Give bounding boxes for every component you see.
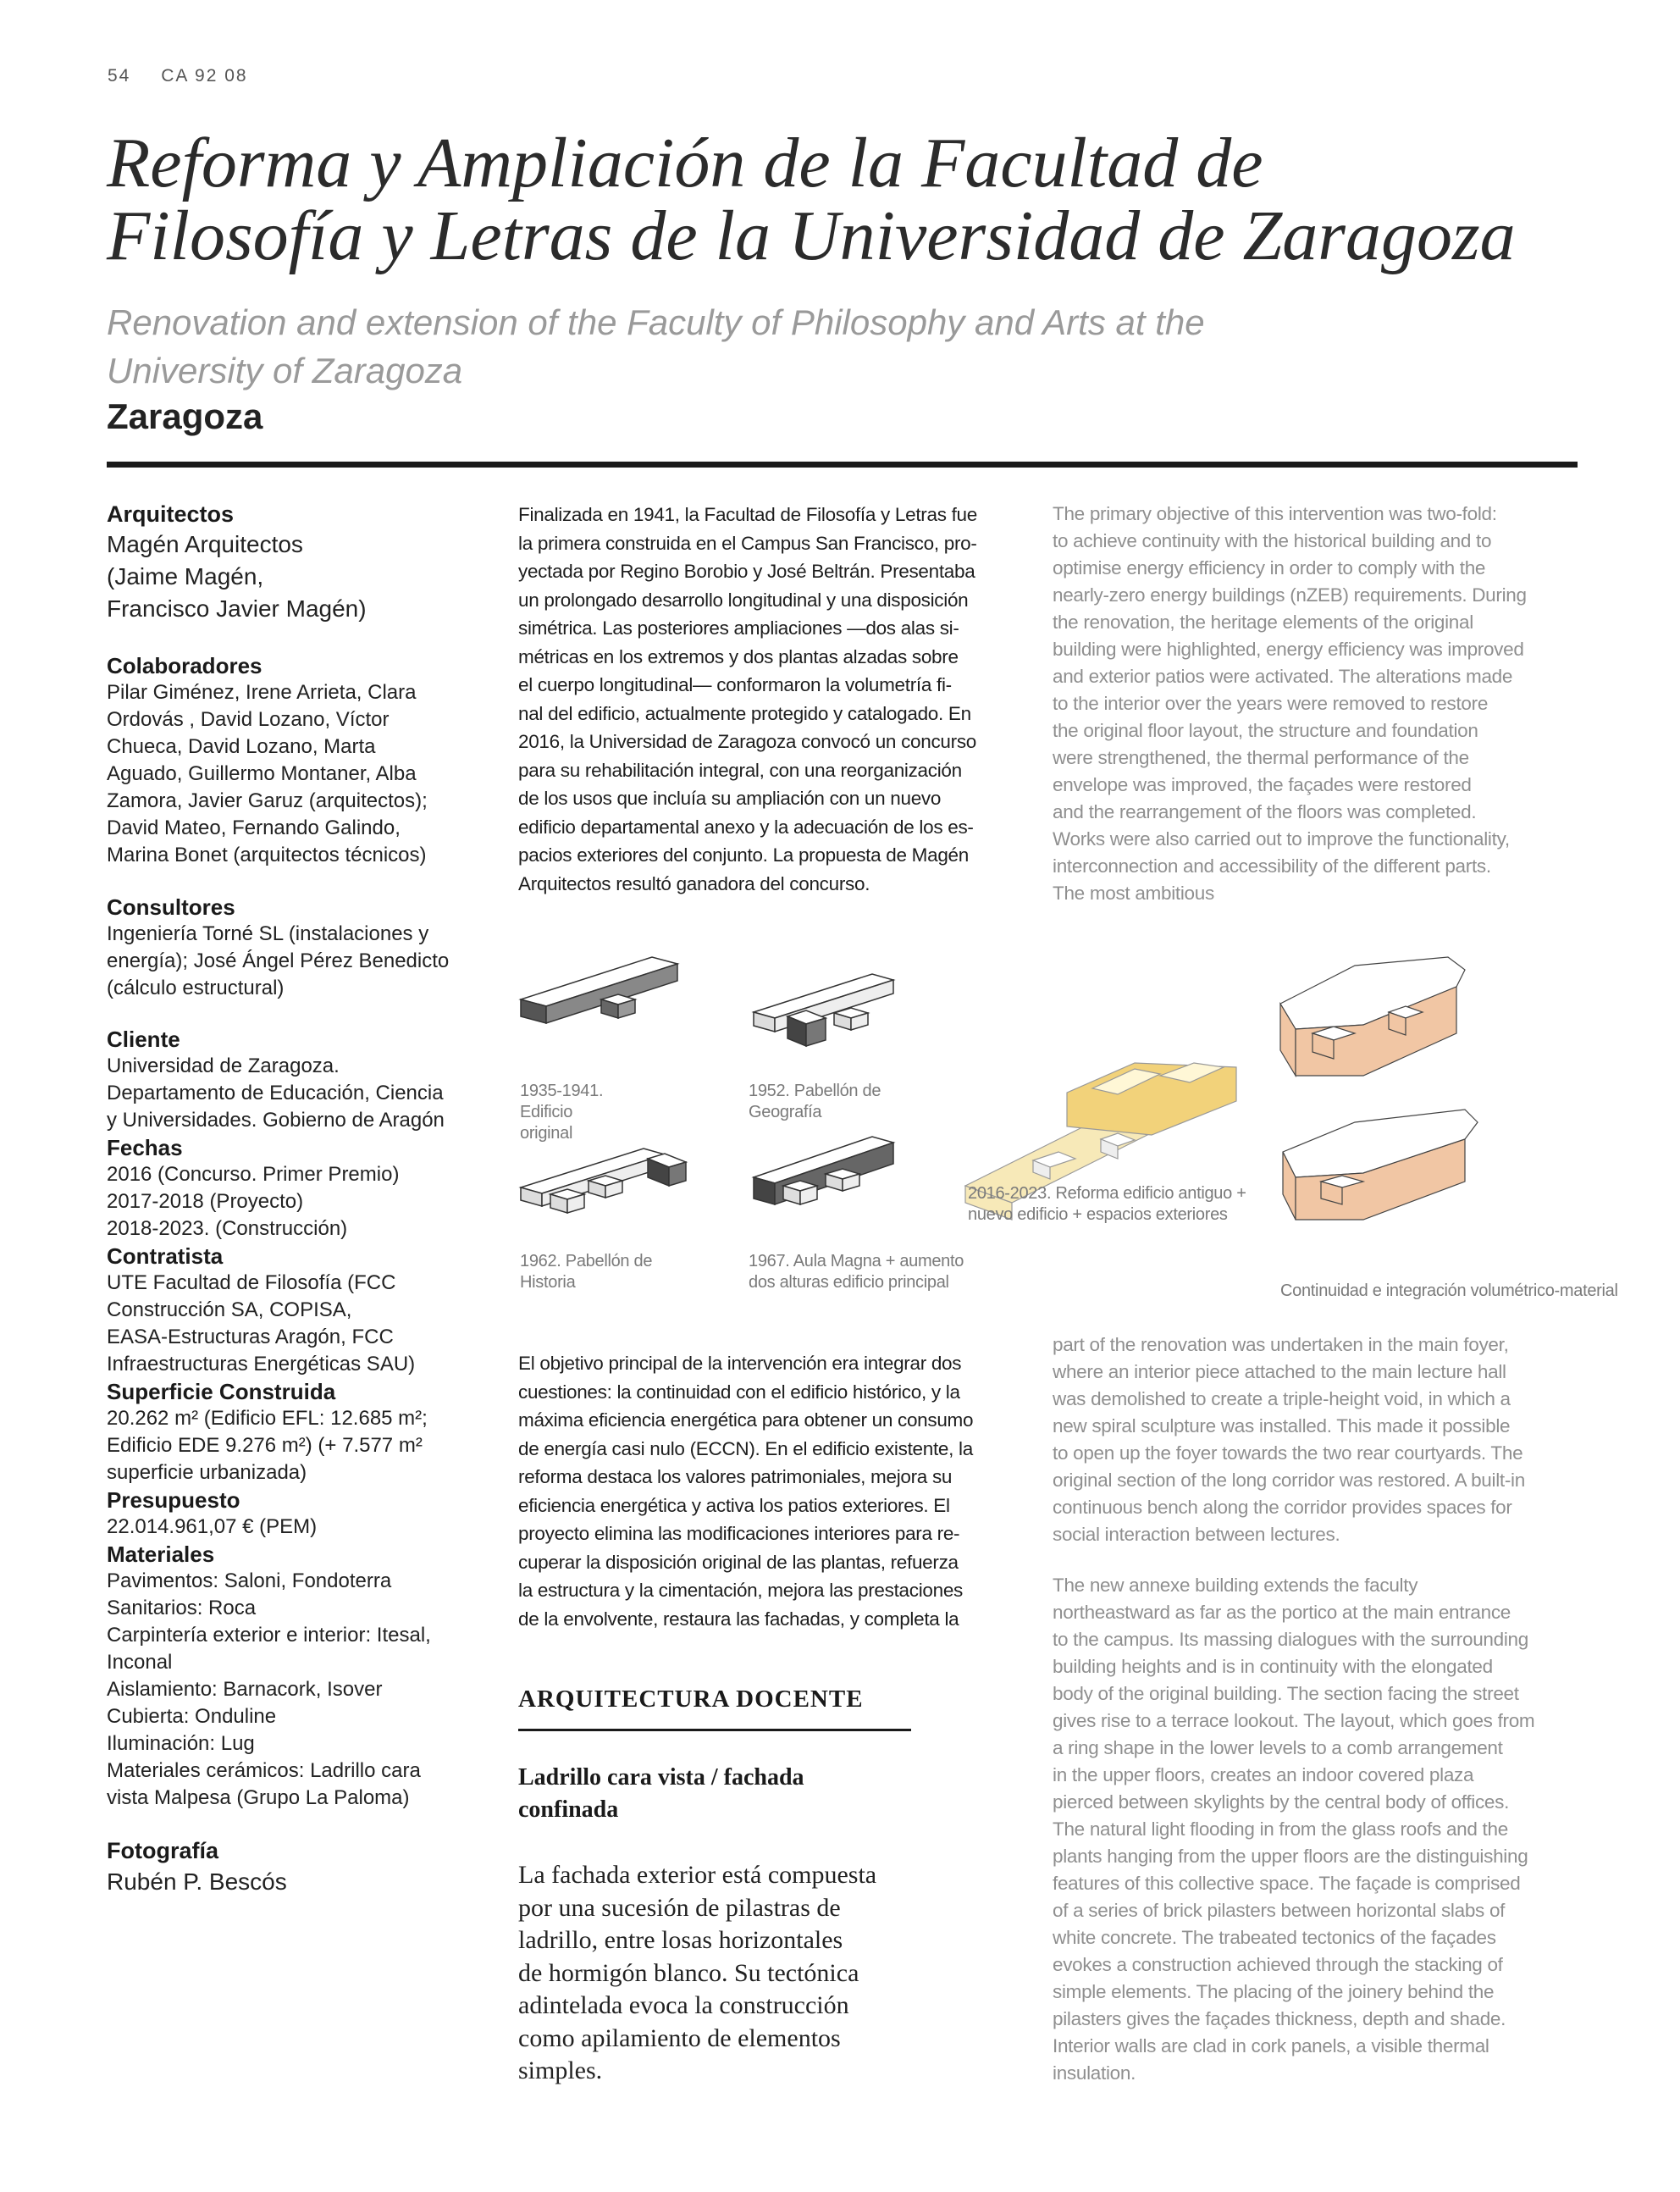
- text-line: de hormigón blanco. Su tectónica: [518, 1958, 859, 1987]
- text-line: pierced between skylights by the central body of offices.: [1053, 1791, 1510, 1813]
- text-line: Interior walls are clad in cork panels, a visible thermal: [1053, 2035, 1489, 2056]
- credit-body: [107, 921, 496, 1002]
- text-line: building were highlighted, energy efficiency was improved: [1053, 639, 1524, 660]
- credit-body: [107, 679, 496, 869]
- caption-1967: [749, 1251, 1003, 1293]
- text-line: cuperar la disposición original de las plantas, refuerza: [518, 1551, 959, 1573]
- text-line: para su rehabilitación integral, con una reorganización: [518, 759, 962, 781]
- credit-materiales: [107, 1541, 496, 1812]
- axonometric-1935-icon: [521, 957, 677, 1023]
- credit-body: [107, 1866, 496, 1898]
- text-line: Finalizada en 1941, la Facultad de Filosofía y Letras fue: [518, 504, 977, 525]
- text-line: features of this collective space. The façade is comprised: [1053, 1873, 1521, 1894]
- text-line: The primary objective of this intervention was two-fold:: [1053, 503, 1497, 524]
- text-line: Cubierta: Onduline: [107, 1705, 277, 1728]
- text-line: continuous bench along the corridor provides spaces for: [1053, 1497, 1512, 1518]
- credit-presupuesto: [107, 1486, 496, 1541]
- text-line: to the interior over the years were removed to restore: [1053, 693, 1489, 714]
- text-line: (Jaime Magén,: [107, 563, 264, 590]
- text-line: and exterior patios were activated. The alterations made: [1053, 666, 1513, 687]
- text-line: Ladrillo cara vista / fachada: [518, 1764, 804, 1791]
- body-text-en-3: [1053, 1572, 1561, 2087]
- text-line: 1935-1941. Edificio: [520, 1082, 604, 1121]
- axonometric-volumes-bottom-icon: [1283, 1110, 1478, 1220]
- text-line: envelope was improved, the façades were restored: [1053, 774, 1472, 795]
- caption-1952: [749, 1081, 918, 1123]
- credit-colaboradores: [107, 652, 496, 869]
- text-line: vista Malpesa (Grupo La Paloma): [107, 1786, 410, 1809]
- text-line: dos alturas edificio principal: [749, 1273, 949, 1292]
- text-line: part of the renovation was undertaken in the main foyer,: [1053, 1334, 1509, 1355]
- credit-heading: Contratista: [107, 1243, 224, 1269]
- text-line: 2016, la Universidad de Zaragoza convocó un concurso: [518, 731, 976, 752]
- text-line: superficie urbanizada): [107, 1461, 307, 1484]
- text-line: 2018-2023. (Construcción): [107, 1217, 348, 1240]
- text-line: gives rise to a terrace lookout. The layout, which goes from: [1053, 1710, 1535, 1731]
- text-line: 2016 (Concurso. Primer Premio): [107, 1163, 400, 1186]
- text-line: de los usos que incluía su ampliación con un nuevo: [518, 788, 942, 809]
- text-line: Universidad de Zaragoza.: [107, 1054, 340, 1077]
- text-line: Aislamiento: Barnacork, Isover: [107, 1678, 383, 1701]
- text-line: La fachada exterior está compuesta: [518, 1861, 877, 1889]
- credit-fotografia: [107, 1835, 496, 1898]
- axonometric-volumes-top-icon: [1280, 957, 1465, 1076]
- text-line: plants hanging from the upper floors are the distinguishing: [1053, 1846, 1528, 1867]
- text-line: Iluminación: Lug: [107, 1732, 255, 1755]
- text-line: edificio departamental anexo y la adecuación de los es-: [518, 816, 974, 838]
- text-line: were strengthened, the thermal performance of the: [1053, 747, 1469, 768]
- text-line: a ring shape in the lower levels to a comb arrangement: [1053, 1737, 1503, 1758]
- header-rule: [107, 462, 1578, 468]
- credit-consultores: [107, 894, 496, 1002]
- text-line: the original floor layout, the structure and foundation: [1053, 720, 1478, 741]
- text-line: to achieve continuity with the historical building and to: [1053, 530, 1492, 551]
- text-line: 2016-2023. Reforma edificio antiguo +: [968, 1184, 1246, 1203]
- text-line: interconnection and accessibility of the different parts.: [1053, 855, 1491, 877]
- text-line: cuestiones: la continuidad con el edificio histórico, y la: [518, 1381, 960, 1403]
- text-line: Magén Arquitectos: [107, 531, 303, 557]
- text-line: confinada: [518, 1796, 619, 1823]
- axonometric-1952-icon: [754, 974, 893, 1046]
- text-line: Sanitarios: Roca: [107, 1597, 257, 1619]
- text-line: eficiencia energética y activa los patios exteriores. El: [518, 1494, 950, 1516]
- text-line: Construcción SA, COPISA,: [107, 1298, 352, 1321]
- text-line: máxima eficiencia energética para obtener un consumo: [518, 1409, 974, 1431]
- text-line: energía); José Ángel Pérez Benedicto: [107, 949, 450, 972]
- page-title: [107, 124, 1597, 275]
- subtitle-line: Renovation and extension of the Faculty of Philosophy and Arts at the: [107, 302, 1205, 342]
- text-line: Rubén P. Bescós: [107, 1868, 287, 1895]
- text-line: Chueca, David Lozano, Marta: [107, 735, 376, 758]
- title-line: Reforma y Ampliación de la Facultad de: [107, 124, 1263, 202]
- folio: [108, 66, 272, 86]
- text-line: 20.262 m² (Edificio EFL: 12.685 m²;: [107, 1407, 428, 1430]
- credit-body: [107, 1514, 496, 1541]
- caption-1935: [520, 1081, 655, 1144]
- body-text-es-objective: [518, 1349, 1013, 1633]
- text-line: was demolished to create a triple-height void, in which a: [1053, 1388, 1511, 1409]
- text-line: EASA-Estructuras Aragón, FCC: [107, 1326, 394, 1348]
- text-line: reforma destaca los valores patrimoniales, mejora su: [518, 1466, 953, 1487]
- text-line: la estructura y la cimentación, mejora las prestaciones: [518, 1580, 963, 1601]
- text-line: 2017-2018 (Proyecto): [107, 1190, 304, 1213]
- text-line: adintelada evoca la construcción: [518, 1991, 849, 2019]
- credit-body: [107, 529, 496, 625]
- text-line: insulation.: [1053, 2062, 1136, 2084]
- text-line: Arquitectos resultó ganadora del concurso.: [518, 872, 870, 894]
- text-line: The natural light flooding in from the glass roofs and the: [1053, 1818, 1508, 1840]
- text-line: Aguado, Guillermo Montaner, Alba: [107, 762, 417, 785]
- text-line: pacios exteriores del conjunto. La propuesta de Magén: [518, 844, 969, 866]
- text-line: Ingeniería Torné SL (instalaciones y: [107, 922, 429, 945]
- text-line: nuevo edificio + espacios exteriores: [968, 1205, 1228, 1224]
- credit-body: [107, 1568, 496, 1812]
- text-line: to open up the foyer towards the two rear courtyards. The: [1053, 1442, 1523, 1464]
- text-line: y Universidades. Gobierno de Aragón: [107, 1109, 445, 1132]
- text-line: Francisco Javier Magén): [107, 595, 367, 622]
- text-line: social interaction between lectures.: [1053, 1524, 1340, 1545]
- credit-heading: Superficie Construida: [107, 1379, 336, 1404]
- axonometric-1967-icon: [754, 1137, 893, 1204]
- title-line: Filosofía y Letras de la Universidad de Zaragoza: [107, 197, 1516, 275]
- text-line: nal del edificio, actualmente protegido y catalogado. En: [518, 702, 971, 724]
- text-line: simples.: [518, 2056, 603, 2084]
- text-line: la primera construida en el Campus San Francisco, pro-: [518, 532, 977, 554]
- section-label: ARQUITECTURA DOCENTE: [518, 1686, 864, 1713]
- credit-heading: Fechas: [107, 1135, 183, 1160]
- text-line: Marina Bonet (arquitectos técnicos): [107, 844, 427, 866]
- text-line: pilasters gives the façades thickness, depth and shade.: [1053, 2008, 1506, 2029]
- text-line: Inconal: [107, 1651, 173, 1674]
- credit-heading: Colaboradores: [107, 653, 262, 678]
- text-line: The new annexe building extends the faculty: [1053, 1575, 1418, 1596]
- text-line: body of the original building. The section facing the street: [1053, 1683, 1519, 1704]
- text-line: El objetivo principal de la intervención era integrar dos: [518, 1353, 962, 1374]
- text-line: Infraestructuras Energéticas SAU): [107, 1353, 416, 1376]
- text-line: Pavimentos: Saloni, Fondoterra: [107, 1569, 392, 1592]
- text-line: white concrete. The trabeated tectonics of the façades: [1053, 1927, 1496, 1948]
- credit-heading: Cliente: [107, 1027, 180, 1052]
- text-line: de la envolvente, restaura las fachadas, y completa la: [518, 1608, 959, 1630]
- text-line: 22.014.961,07 € (PEM): [107, 1515, 318, 1538]
- text-line: building heights and is in continuity with the elongated: [1053, 1656, 1493, 1677]
- credit-heading: Presupuesto: [107, 1487, 240, 1513]
- body-text-es-intro: [518, 501, 1013, 898]
- issue-code: CA 92 08: [161, 66, 248, 86]
- text-line: and the rearrangement of the floors was completed.: [1053, 801, 1477, 822]
- text-line: the renovation, the heritage elements of the original: [1053, 612, 1473, 633]
- text-line: evokes a construction achieved through the stacking of: [1053, 1954, 1503, 1975]
- text-line: David Mateo, Fernando Galindo,: [107, 816, 401, 839]
- text-line: Historia: [520, 1273, 576, 1292]
- text-line: yectada por Regino Borobio y José Beltrán. Presentaba: [518, 561, 975, 582]
- text-line: to the campus. Its massing dialogues with the surrounding: [1053, 1629, 1528, 1650]
- text-line: (cálculo estructural): [107, 977, 285, 999]
- credit-superficie: [107, 1378, 496, 1486]
- text-line: Edificio EDE 9.276 m²) (+ 7.577 m²: [107, 1434, 423, 1457]
- body-text-en-1: [1053, 501, 1561, 907]
- subtitle: [107, 298, 1377, 395]
- caption-1962: [520, 1251, 655, 1293]
- page-number: 54: [108, 66, 131, 86]
- text-line: ladrillo, entre losas horizontales: [518, 1926, 843, 1954]
- text-line: 1962. Pabellón de: [520, 1252, 653, 1270]
- credit-heading: Consultores: [107, 894, 235, 920]
- text-line: como apilamiento de elementos: [518, 2023, 841, 2052]
- credit-heading: Arquitectos: [107, 501, 235, 527]
- credit-fechas: [107, 1134, 496, 1243]
- caption-2016: [968, 1183, 1290, 1226]
- text-line: Works were also carried out to improve the functionality,: [1053, 828, 1510, 850]
- credit-body: [107, 1053, 496, 1134]
- credit-heading: Materiales: [107, 1542, 215, 1567]
- text-line: simétrica. Las posteriores ampliaciones —dos alas si-: [518, 617, 959, 639]
- credit-body: [107, 1270, 496, 1378]
- text-line: northeastward as far as the portico at the main entrance: [1053, 1602, 1511, 1623]
- text-line: métricas en los extremos y dos plantas alzadas sobre: [518, 645, 959, 667]
- text-line: 1952. Pabellón de: [749, 1082, 881, 1100]
- credit-body: [107, 1161, 496, 1243]
- credit-contratista: [107, 1243, 496, 1378]
- body-text-en-2: [1053, 1331, 1561, 1548]
- caption-continuidad: Continuidad e integración volumétrico-material: [1280, 1281, 1618, 1300]
- text-line: un prolongado desarrollo longitudinal y una disposición: [518, 589, 969, 611]
- text-line: optimise energy efficiency in order to comply with the: [1053, 557, 1486, 578]
- text-line: original: [520, 1124, 573, 1143]
- text-line: el cuerpo longitudinal— conformaron la volumetría fi-: [518, 674, 952, 695]
- text-line: simple elements. The placing of the joinery behind the: [1053, 1981, 1495, 2002]
- subtitle-line: University of Zaragoza: [107, 351, 463, 390]
- text-line: 1967. Aula Magna + aumento: [749, 1252, 964, 1270]
- evolution-diagrams: [508, 940, 1609, 1313]
- credit-heading: Fotografía: [107, 1838, 218, 1863]
- text-line: UTE Facultad de Filosofía (FCC: [107, 1271, 396, 1294]
- text-line: Pilar Giménez, Irene Arrieta, Clara: [107, 681, 417, 704]
- text-line: in the upper floors, creates an indoor covered plaza: [1053, 1764, 1474, 1785]
- text-line: proyecto elimina las modificaciones interiores para re-: [518, 1523, 960, 1544]
- text-line: of a series of brick pilasters between horizontal slabs of: [1053, 1900, 1506, 1921]
- text-line: original section of the long corridor was restored. A built-in: [1053, 1470, 1525, 1491]
- subhead: [518, 1762, 916, 1826]
- credits-column: [107, 500, 496, 1898]
- city-label: Zaragoza: [107, 396, 263, 436]
- credit-arquitectos: [107, 500, 496, 625]
- text-line: Materiales cerámicos: Ladrillo cara: [107, 1759, 421, 1782]
- text-line: Carpintería exterior e interior: Itesal,: [107, 1624, 431, 1647]
- credit-body: [107, 1405, 496, 1486]
- text-line: de energía casi nulo (ECCN). En el edificio existente, la: [518, 1437, 973, 1459]
- text-line: new spiral sculpture was installed. This made it possible: [1053, 1415, 1511, 1436]
- pull-quote: [518, 1859, 942, 2088]
- credit-cliente: [107, 1026, 496, 1134]
- text-line: Zamora, Javier Garuz (arquitectos);: [107, 789, 428, 812]
- text-line: Ordovás , David Lozano, Víctor: [107, 708, 390, 731]
- text-line: The most ambitious: [1053, 883, 1214, 904]
- text-line: Departamento de Educación, Ciencia: [107, 1082, 444, 1104]
- section-rule: [518, 1729, 911, 1731]
- text-line: nearly-zero energy buildings (nZEB) requirements. During: [1053, 584, 1527, 606]
- text-line: where an interior piece attached to the main lecture hall: [1053, 1361, 1506, 1382]
- text-line: Geografía: [749, 1103, 822, 1121]
- text-line: por una sucesión de pilastras de: [518, 1893, 841, 1922]
- axonometric-1962-icon: [521, 1149, 686, 1213]
